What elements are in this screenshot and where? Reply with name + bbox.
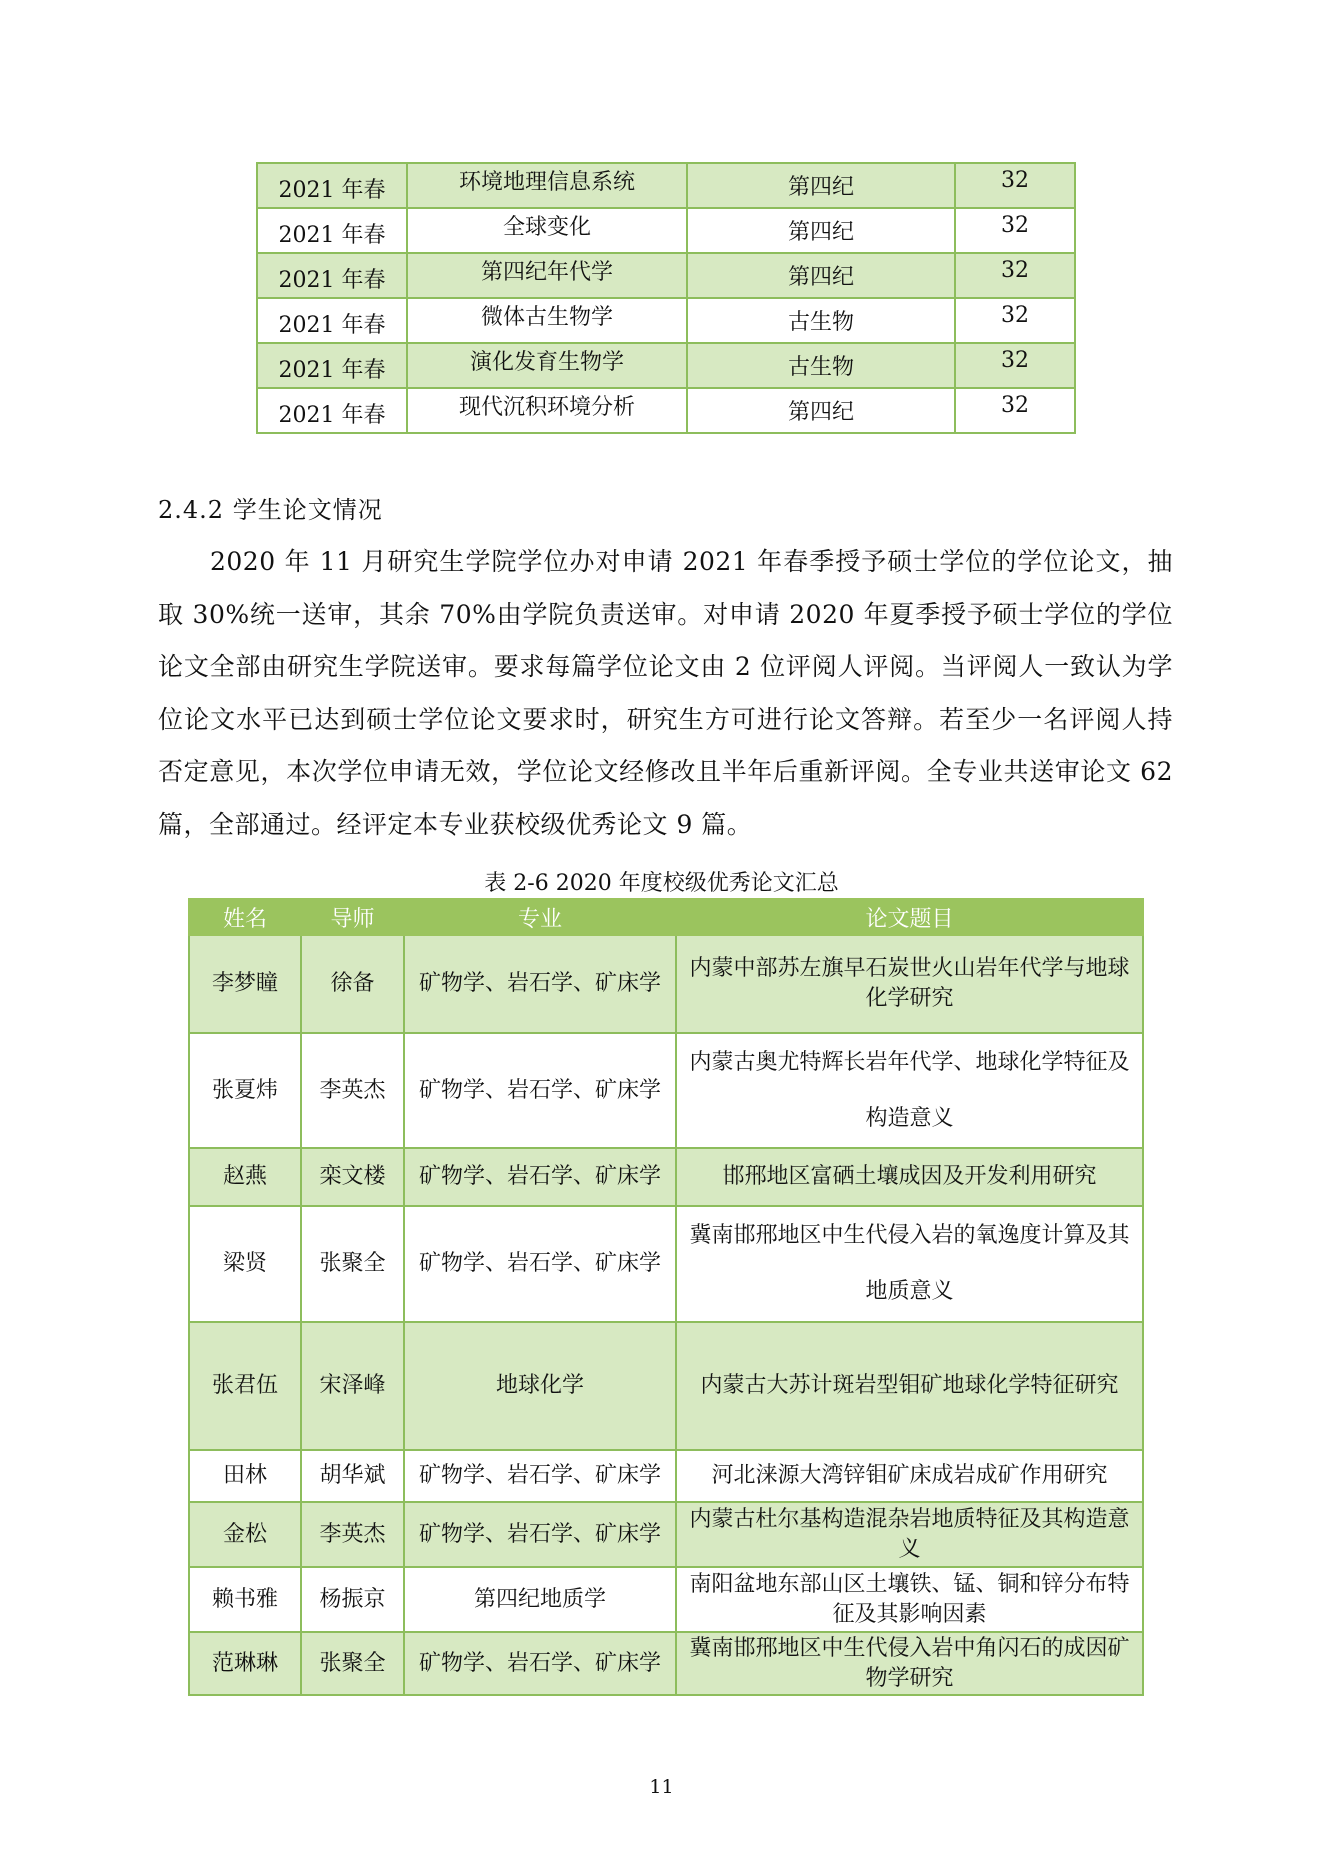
advisor-cell: 宋泽峰 <box>301 1322 404 1450</box>
title-cell: 内蒙古杜尔基构造混杂岩地质特征及其构造意义 <box>676 1502 1143 1567</box>
major-cell: 矿物学、岩石学、矿床学 <box>404 1502 676 1567</box>
header-name: 姓名 <box>189 899 301 935</box>
title-cell: 内蒙中部苏左旗早石炭世火山岩年代学与地球化学研究 <box>676 935 1143 1033</box>
term-cell: 2021 年春 <box>257 208 407 253</box>
major-cell: 矿物学、岩石学、矿床学 <box>404 935 676 1033</box>
hours-cell: 32 <box>955 253 1075 298</box>
table-caption: 表 2-6 2020 年度校级优秀论文汇总 <box>484 871 839 896</box>
name-cell: 张夏炜 <box>189 1033 301 1148</box>
advisor-cell: 胡华斌 <box>301 1450 404 1502</box>
title-cell: 河北涞源大湾锌钼矿床成岩成矿作用研究 <box>676 1450 1143 1502</box>
hours-cell: 32 <box>955 163 1075 208</box>
table-row <box>189 1148 1143 1206</box>
table-row <box>189 1632 1143 1695</box>
table-row <box>189 1033 1143 1148</box>
advisor-cell: 杨振京 <box>301 1567 404 1632</box>
category-cell: 古生物 <box>687 343 955 388</box>
header-advisor: 导师 <box>301 899 404 935</box>
hours-cell: 32 <box>955 343 1075 388</box>
major-cell: 矿物学、岩石学、矿床学 <box>404 1206 676 1322</box>
title-cell: 内蒙古奥尤特辉长岩年代学、地球化学特征及构造意义 <box>676 1033 1143 1148</box>
table-row <box>189 1450 1143 1502</box>
course-cell: 演化发育生物学 <box>407 343 687 388</box>
table-row <box>189 935 1143 1033</box>
body-paragraph: 2020 年 11 月研究生学院学位办对申请 2021 年春季授予硕士学位的学位论文，抽取 30%统一送审，其余 70%由学院负责送审。对申请 2020 年夏季授予硕士学位的学位论文全部由研究生学院送审。要求每篇学位论文由 2 位评阅人评阅。当评阅人一致认为学位论文水平已达到硕士学位论文要求时，研究生方可进行论文答辩。若至少一名评阅人持否定意见，本次学位申请无效，学位论文经修改且半年后重新评阅。全专业共送审论文 62 篇，全部通过。经评定本专业获校级优秀论文 9 篇。 <box>158 547 1173 839</box>
name-cell: 赖书雅 <box>189 1567 301 1632</box>
major-cell: 地球化学 <box>404 1322 676 1450</box>
category-cell: 第四纪 <box>687 163 955 208</box>
category-cell: 第四纪 <box>687 388 955 433</box>
advisor-cell: 徐备 <box>301 935 404 1033</box>
title-cell: 邯郉地区富硒土壤成因及开发利用研究 <box>676 1148 1143 1206</box>
course-cell: 全球变化 <box>407 208 687 253</box>
major-cell: 第四纪地质学 <box>404 1567 676 1632</box>
major-cell: 矿物学、岩石学、矿床学 <box>404 1450 676 1502</box>
table-row <box>257 343 1075 388</box>
major-cell: 矿物学、岩石学、矿床学 <box>404 1632 676 1695</box>
name-cell: 田林 <box>189 1450 301 1502</box>
title-cell: 冀南邯郉地区中生代侵入岩中角闪石的成因矿物学研究 <box>676 1632 1143 1695</box>
term-cell: 2021 年春 <box>257 163 407 208</box>
table-row <box>189 1502 1143 1567</box>
name-cell: 李梦瞳 <box>189 935 301 1033</box>
name-cell: 金松 <box>189 1502 301 1567</box>
course-table <box>256 162 1076 434</box>
table-row <box>189 1322 1143 1450</box>
title-cell: 南阳盆地东部山区土壤铁、锰、铜和锌分布特征及其影响因素 <box>676 1567 1143 1632</box>
section-heading: 2.4.2 学生论文情况 <box>158 496 383 524</box>
hours-cell: 32 <box>955 388 1075 433</box>
name-cell: 张君伍 <box>189 1322 301 1450</box>
table-header-row <box>189 899 1143 935</box>
advisor-cell: 张聚全 <box>301 1632 404 1695</box>
title-cell: 冀南邯郉地区中生代侵入岩的氧逸度计算及其地质意义 <box>676 1206 1143 1322</box>
term-cell: 2021 年春 <box>257 388 407 433</box>
table-row <box>257 388 1075 433</box>
advisor-cell: 李英杰 <box>301 1033 404 1148</box>
header-title: 论文题目 <box>676 899 1143 935</box>
category-cell: 古生物 <box>687 298 955 343</box>
page-number: 11 <box>649 1776 674 1798</box>
advisor-cell: 李英杰 <box>301 1502 404 1567</box>
thesis-table <box>188 898 1144 1696</box>
major-cell: 矿物学、岩石学、矿床学 <box>404 1033 676 1148</box>
term-cell: 2021 年春 <box>257 253 407 298</box>
course-cell: 环境地理信息系统 <box>407 163 687 208</box>
table-row <box>257 208 1075 253</box>
table-row <box>189 1206 1143 1322</box>
category-cell: 第四纪 <box>687 208 955 253</box>
term-cell: 2021 年春 <box>257 298 407 343</box>
advisor-cell: 栾文楼 <box>301 1148 404 1206</box>
name-cell: 范琳琳 <box>189 1632 301 1695</box>
course-cell: 微体古生物学 <box>407 298 687 343</box>
course-cell: 第四纪年代学 <box>407 253 687 298</box>
course-cell: 现代沉积环境分析 <box>407 388 687 433</box>
table-row <box>257 163 1075 208</box>
name-cell: 梁贤 <box>189 1206 301 1322</box>
title-cell: 内蒙古大苏计斑岩型钼矿地球化学特征研究 <box>676 1322 1143 1450</box>
advisor-cell: 张聚全 <box>301 1206 404 1322</box>
header-major: 专业 <box>404 899 676 935</box>
term-cell: 2021 年春 <box>257 343 407 388</box>
hours-cell: 32 <box>955 208 1075 253</box>
hours-cell: 32 <box>955 298 1075 343</box>
table-row <box>257 253 1075 298</box>
name-cell: 赵燕 <box>189 1148 301 1206</box>
category-cell: 第四纪 <box>687 253 955 298</box>
major-cell: 矿物学、岩石学、矿床学 <box>404 1148 676 1206</box>
table-row <box>189 1567 1143 1632</box>
table-row <box>257 298 1075 343</box>
